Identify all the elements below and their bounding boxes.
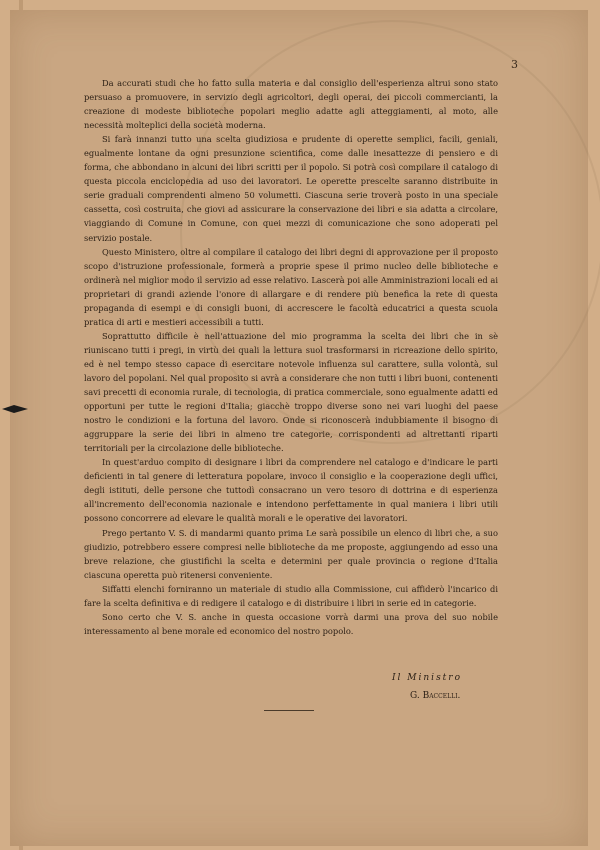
paragraph-8: Sono certo che V. S. anche in questa occasione vorrà darmi una prova del suo nobile interessamento al bene morale ed economico del nostro popolo. xyxy=(84,611,498,636)
paragraph-7: Siffatti elenchi forniranno un materiale di studio alla Commissione, cui affiderò l'incarico di fare la scelta definitiva e di redigere il catalogo e di distribuire i libri in serie ed in categorie. xyxy=(84,583,498,608)
signature-title: Il Ministro xyxy=(392,673,463,683)
paragraph-5: In quest'arduo compito di designare i libri da comprendere nel catalogo e d'indicare le parti deficienti in tal genere di letteratura popolare, invoco il consiglio e la cooperazione degli uffici, degli istituti, delle persone che tuttodì consacrano un vero tesoro di dottrina e di esperienza all'incremento dell'economia nazionale e intendono perfettamente in qual maniera i libri utili possono concorrere ad elevare le qualità morali e le operative dei lavoratori. xyxy=(84,457,498,524)
paragraph-1: Da accurati studi che ho fatto sulla materia e dal consiglio dell'esperienza altrui sono stato persuaso a promuovere, in servizio degli agricoltori, degli operai, dei piccoli commercianti, la creazione di modeste biblioteche popolari meglio adatte agli atteggiamenti, al moto, alle necessità molteplici della società moderna. xyxy=(84,78,498,131)
letter-body xyxy=(84,76,498,638)
paragraph-6: Prego pertanto V. S. di mandarmi quanto prima Le sarà possibile un elenco di libri che, a suo giudizio, potrebbero essere compresi nelle biblioteche da me proposte, aggiungendo ad esso una breve relazione, che giustifichi la scelta e determini per quale provincia o regione d'Italia ciascuna operetta può ritenersi conveniente. xyxy=(84,527,498,580)
paragraph-3: Questo Ministero, oltre al compilare il catalogo dei libri degni di approvazione per il proposto scopo d'istruzione professionale, formerà a proprie spese il primo nucleo delle biblioteche e ordinerà nel miglior modo il servizio ad esse relativo. Lascerà poi alle Amministrazioni locali ed ai proprietari di grandi aziende l'onore di allargare e di rendere più benefica la rete di questa propaganda di esempi e di consigli buoni, di accrescere le facoltà educatrici a questa scuola pratica di arti e mestieri accessibili a tutti. xyxy=(84,246,498,327)
page-number: 3 xyxy=(511,58,518,71)
paragraph-2: Si farà innanzi tutto una scelta giudiziosa e prudente di operette semplici, facili, geniali, egualmente lontane da ogni presunzione scientifica, come dalle inesattezze di pensiero e di forma, che abbondano in alcuni dei libri scritti per il popolo. Si potrà così compilare il catalogo di questa piccola enciclopedia ad uso dei lavoratori. Le operette prescelte saranno distribuite in serie graduali comprendenti almeno 50 volumetti. Ciascuna serie troverà posto in una speciale cassetta, così costruita, che giovi ad assicurare la conservazione dei libri e sia adatta a circolare, viaggiando di Comune in Comune, con quei mezzi di comunicazione che sono adoperati pel servizio postale. xyxy=(84,134,498,243)
paragraph-4: Soprattutto difficile è nell'attuazione del mio programma la scelta dei libri che in sè riuniscano tutti i pregi, in virtù dei quali la lettura suol trasformarsi in ricreazione dello spirito, ed è nel tempo stesso capace di esercitare notevole influenza sul carattere, sulla volontà, sul lavoro del popolani. Nel qual proposito si avrà a considerare che non tutti i libri buoni, contenenti savi precetti di economia rurale, di tecnologia, di pratica commerciale, sono egualmente adatti ed opportuni per tutte le regioni d'Italia; giacchè troppo diverse sono nei vari luoghi del paese nostro le condizioni e la fortuna del lavoro. Onde si riconoscerà indubbiamente il bisogno di aggruppare la serie dei libri in almeno tre categorie, corrispondenti ad altrettanti riparti territoriali per la circolazione delle biblioteche. xyxy=(84,330,498,454)
closing-divider xyxy=(264,710,314,711)
binding-clip-icon xyxy=(0,405,30,413)
signature-name: G. Baccelli. xyxy=(410,691,461,701)
signature-block xyxy=(392,669,462,705)
